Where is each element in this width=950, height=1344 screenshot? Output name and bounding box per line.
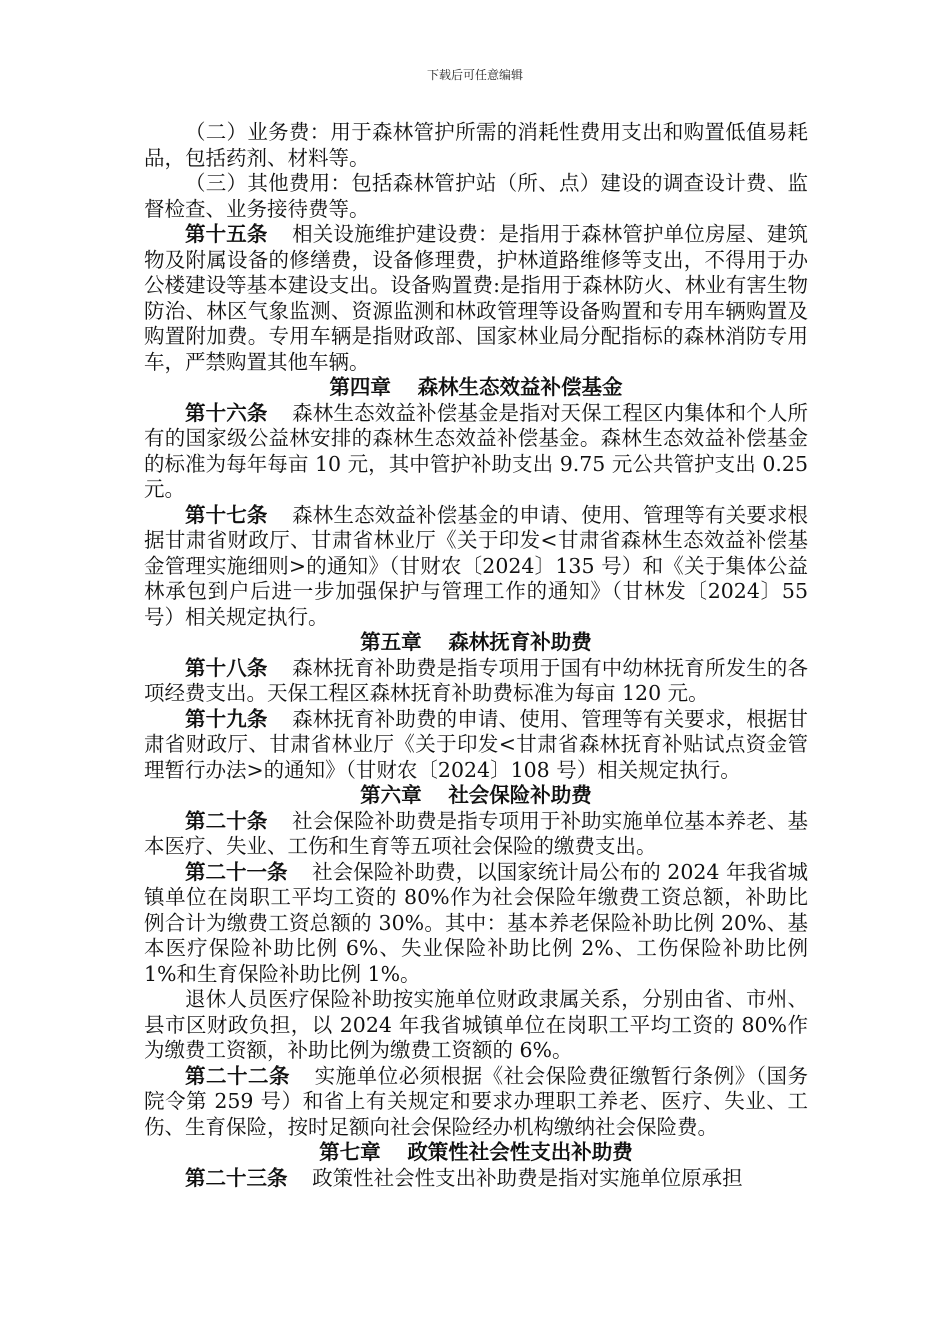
article-text: 实施单位必须根据《社会保险费征缴暂行条例》（国务院令第 259 号）和省上有关规定和要求办理职工养老、医疗、失业、工伤、生育保险，按时足额向社会保险经办机构缴纳社会保险费。 <box>144 1063 809 1139</box>
article-text: 森林抚育补助费是指专项用于国有中幼林抚育所发生的各项经费支出。天保工程区森林抚育补助费标准为每亩 120 元。 <box>144 655 809 705</box>
article-paragraph <box>144 222 808 375</box>
chapter-title: 森林抚育补助费 <box>448 630 592 654</box>
chapter-number: 第四章 <box>329 375 391 399</box>
article-label: 第十八条 <box>185 655 268 680</box>
chapter-title: 森林生态效益补偿基金 <box>417 375 623 399</box>
chapter-number: 第七章 <box>319 1140 381 1164</box>
chapter-number: 第六章 <box>360 783 422 807</box>
article-text: 森林生态效益补偿基金是指对天保工程区内集体和个人所有的国家级公益林安排的森林生态效益补偿基金。森林生态效益补偿基金的标准为每年每亩 10 元，其中管护补助支出 9.75 元公共管护支出 0.25 元。 <box>144 400 809 501</box>
chapter-title: 政策性社会性支出补助费 <box>407 1140 633 1164</box>
article-text: 社会保险补助费是指专项用于补助实施单位基本养老、基本医疗、失业、工伤和生育等五项社会保险的缴费支出。 <box>144 808 809 858</box>
chapter-heading <box>144 375 808 401</box>
article-paragraph <box>144 809 808 860</box>
article-label: 第十七条 <box>185 502 268 527</box>
chapter-heading <box>144 630 808 656</box>
article-label: 第十六条 <box>185 400 268 425</box>
chapter-heading <box>144 783 808 809</box>
article-paragraph <box>144 860 808 988</box>
article-label: 第二十三条 <box>185 1165 288 1190</box>
page-header: 下载后可任意编辑 <box>426 68 523 82</box>
article-label: 第二十一条 <box>185 859 288 884</box>
article-paragraph <box>144 401 808 503</box>
article-paragraph <box>144 503 808 631</box>
article-paragraph <box>144 707 808 784</box>
article-label: 第二十条 <box>185 808 268 833</box>
article-paragraph <box>144 656 808 707</box>
body-paragraph: 退休人员医疗保险补助按实施单位财政隶属关系，分别由省、市州、县市区财政负担，以 2024 年我省城镇单位在岗职工平均工资的 80%作为缴费工资额，补助比例为缴费工资额的 6%。 <box>144 987 808 1062</box>
chapter-heading <box>144 1140 808 1166</box>
document-body <box>144 120 808 1191</box>
article-paragraph <box>144 1064 808 1141</box>
article-text: 森林生态效益补偿基金的申请、使用、管理等有关要求根据甘肃省财政厅、甘肃省林业厅《关于印发<甘肃省森林生态效益补偿基金管理实施细则>的通知》（甘财农〔2024〕135 号）和《关于集体公益林承包到户后进一步加强保护与管理工作的通知》（甘林发〔2024〕55 号）相关规定执行。 <box>144 502 809 629</box>
article-text: 社会保险补助费，以国家统计局公布的 2024 年我省城镇单位在岗职工平均工资的 80%作为社会保险年缴费工资总额，补助比例合计为缴费工资总额的 30%。其中：基本养老保险补助比例 20%、基本医疗保险补助比例 6%、失业保险补助比例 2%、工伤保险补助比例 1%和生育保险补助比例 1%。 <box>144 859 809 986</box>
article-text: 森林抚育补助费的申请、使用、管理等有关要求，根据甘肃省财政厅、甘肃省林业厅《关于印发<甘肃省森林抚育补贴试点资金管理暂行办法>的通知》（甘财农〔2024〕108 号）相关规定执行。 <box>144 706 809 782</box>
body-paragraph: （三）其他费用：包括森林管护站（所、点）建设的调查设计费、监督检查、业务接待费等。 <box>144 171 808 221</box>
article-text: 相关设施维护建设费：是指用于森林管护单位房屋、建筑物及附属设备的修缮费，设备修理费，护林道路维修等支出，不得用于办公楼建设等基本建设支出。设备购置费:是指用于森林防火、林业有害生物防治、林区气象监测、资源监测和林政管理等设备购置和专用车辆购置及购置附加费。专用车辆是指财政部、国家林业局分配指标的森林消防专用车，严禁购置其他车辆。 <box>144 222 809 374</box>
article-label: 第二十二条 <box>185 1063 291 1088</box>
article-label: 第十五条 <box>185 222 268 246</box>
chapter-title: 社会保险补助费 <box>448 783 592 807</box>
body-paragraph: （二）业务费：用于森林管护所需的消耗性费用支出和购置低值易耗品，包括药剂、材料等。 <box>144 120 808 170</box>
article-label: 第十九条 <box>185 706 268 731</box>
article-paragraph <box>144 1166 808 1192</box>
chapter-number: 第五章 <box>360 630 422 654</box>
article-text: 政策性社会性支出补助费是指对实施单位原承担 <box>312 1165 743 1190</box>
